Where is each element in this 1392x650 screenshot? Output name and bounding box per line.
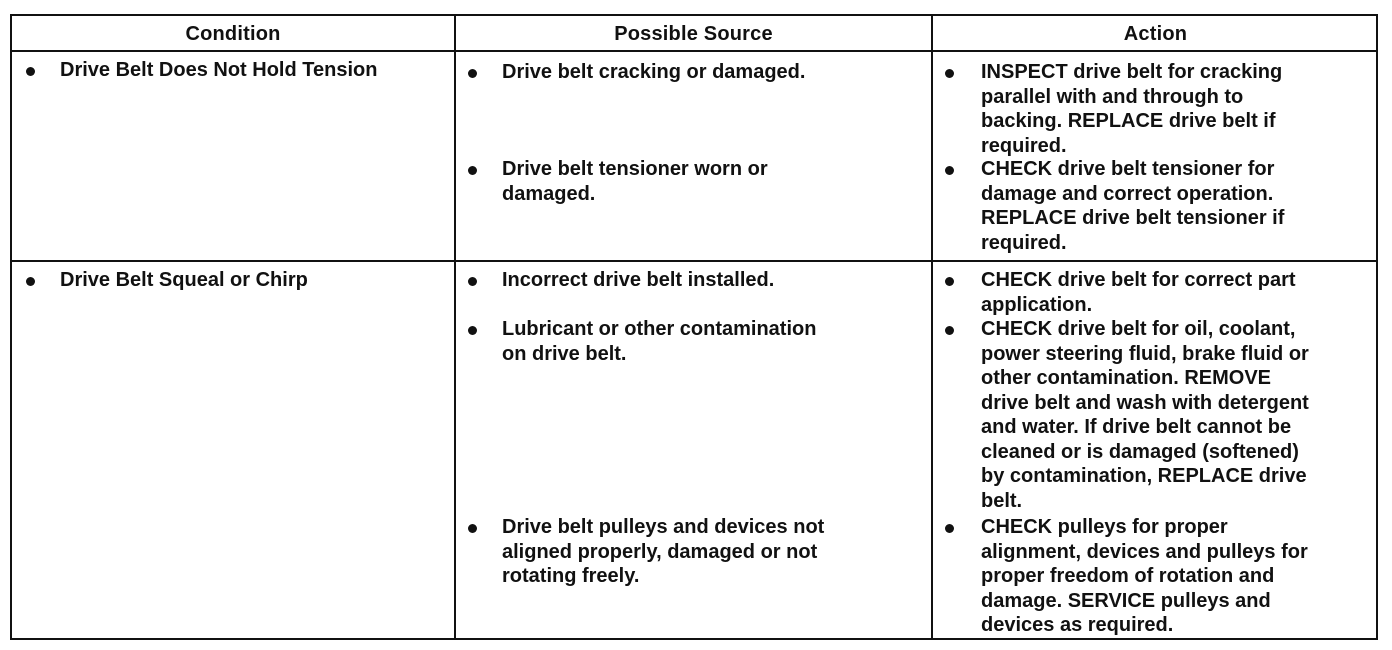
- condition-text: Drive Belt Does Not Hold Tension: [60, 59, 378, 81]
- source-text: Drive belt tensioner worn or damaged.: [502, 158, 768, 205]
- column-divider-1: [454, 16, 456, 638]
- action-text: INSPECT drive belt for cracking parallel with and through to backing. REPLACE drive belt if required.: [981, 61, 1283, 157]
- header-action: Action: [1123, 22, 1188, 45]
- condition-text: Drive Belt Squeal or Chirp: [60, 269, 308, 291]
- action-text: CHECK pulleys for proper alignment, devices and pulleys for proper freedom of rotation and damage. SERVICE pulleys and devices as required.: [981, 516, 1308, 636]
- bullet-icon: [468, 326, 477, 335]
- action-text: CHECK drive belt for correct part application.: [981, 269, 1296, 316]
- source-text: Lubricant or other contamination on drive belt.: [502, 318, 817, 365]
- header-possible-source: Possible Source: [614, 22, 773, 45]
- bullet-icon: [945, 524, 954, 533]
- bullet-icon: [468, 166, 477, 175]
- bullet-icon: [945, 69, 954, 78]
- bullet-icon: [945, 326, 954, 335]
- bullet-icon: [26, 277, 35, 286]
- header-condition: Condition: [185, 22, 281, 45]
- row-divider: [12, 260, 1376, 262]
- source-text: Drive belt cracking or damaged.: [502, 61, 806, 83]
- bullet-icon: [468, 524, 477, 533]
- bullet-icon: [468, 69, 477, 78]
- action-text: CHECK drive belt tensioner for damage and correct operation. REPLACE drive belt tensioner if required.: [981, 158, 1285, 254]
- bullet-icon: [26, 67, 35, 76]
- source-text: Drive belt pulleys and devices not aligned properly, damaged or not rotating freely.: [502, 516, 825, 587]
- bullet-icon: [468, 277, 477, 286]
- bullet-icon: [945, 166, 954, 175]
- column-divider-2: [931, 16, 933, 638]
- bullet-icon: [945, 277, 954, 286]
- diagnosis-table: [10, 14, 1378, 640]
- action-text: CHECK drive belt for oil, coolant, power steering fluid, brake fluid or other contamination. REMOVE drive belt and wash with detergent and water. If drive belt cannot be cleaned or is damaged (softened) by contamination, REPLACE drive belt.: [981, 318, 1309, 512]
- source-text: Incorrect drive belt installed.: [502, 269, 775, 291]
